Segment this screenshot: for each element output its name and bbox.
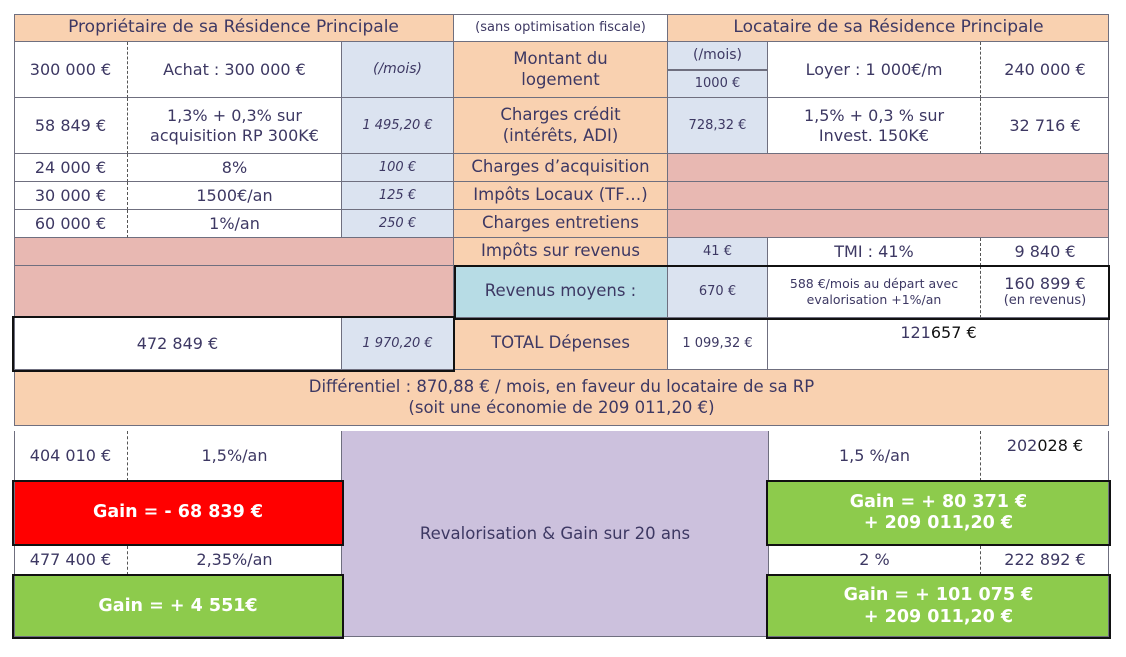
label-credit: Charges crédit (intérêts, ADI) [454,98,668,154]
owner-monthly-acquisition: 100 € [342,154,454,182]
scenario2-owner-gain: Gain = + 4 551€ [14,576,342,637]
scenario1-owner-value: 404 010 € [14,431,128,481]
owner-total-credit: 58 849 € [14,98,128,154]
tenant-total-part2: 657 € [930,323,977,342]
tenant-total-credit: 32 716 € [981,98,1109,154]
tenant-desc-impots-revenus: TMI : 41% [768,238,981,266]
tenant-empty-acquisition [668,154,1109,182]
table-border-left [14,14,15,637]
tenant-desc-montant: Loyer : 1 000€/m [768,42,981,98]
tenant-monthly-impots-revenus: 41 € [668,238,768,266]
tenant-total-part1: 121 [900,323,931,342]
owner-total-depenses: 472 849 € [14,318,342,370]
label-total-depenses: TOTAL Dépenses [454,318,668,370]
tenant-desc-credit: 1,5% + 0,3 % sur Invest. 150K€ [768,98,981,154]
owner-desc-montant: Achat : 300 000 € [128,42,342,98]
owner-monthly-total: 1 970,20 € [342,318,454,370]
scenario1-tenant-gain-line2: + 209 011,20 € [863,513,1014,533]
owner-desc-acquisition: 8% [128,154,342,182]
label-impots-revenus: Impôts sur revenus [454,238,668,266]
scenario2-owner-value: 477 400 € [14,546,128,575]
table-border-right [1108,14,1109,637]
tenant-total-revenus-value: 160 899 € [1004,273,1086,293]
label-entretiens: Charges entretiens [454,210,668,238]
owner-total-entretiens: 60 000 € [14,210,128,238]
tenant-monthly-credit: 728,32 € [668,98,768,154]
scenario2-tenant-gain-line2: + 209 011,20 € [863,606,1014,627]
differentiel-banner [14,370,1109,426]
scenario1-tenant-value-part1: 202 [1006,436,1038,455]
tenant-monthly-total: 1 099,32 € [668,318,768,370]
header-owner: Propriétaire de sa Résidence Principale [14,14,454,42]
label-impots-locaux: Impôts Locaux (TF…) [454,182,668,210]
tenant-total-montant: 240 000 € [981,42,1109,98]
owner-total-acquisition: 24 000 € [14,154,128,182]
scenario2-tenant-value: 222 892 € [981,546,1109,575]
owner-monthly-credit: 1 495,20 € [342,98,454,154]
label-acquisition: Charges d’acquisition [454,154,668,182]
scenario1-owner-gain: Gain = - 68 839 € [14,482,342,544]
scenario2-tenant-gain [768,576,1109,637]
scenario1-tenant-rate: 1,5 %/an [768,431,981,481]
scenario1-owner-rate: 1,5%/an [128,431,342,481]
tenant-empty-entretiens [668,210,1109,238]
owner-total-impots-locaux: 30 000 € [14,182,128,210]
differentiel-line2: (soit une économie de 209 011,20 €) [408,397,715,417]
tenant-total-depenses [768,318,1109,370]
scenario1-tenant-gain [768,482,1109,544]
owner-empty-revenus [14,266,454,318]
owner-empty-impots-revenus [14,238,454,266]
label-revenus: Revenus moyens : [454,266,668,318]
tenant-monthly-head: (/mois) [668,42,768,70]
owner-desc-impots-locaux: 1500€/an [128,182,342,210]
tenant-total-revenus-note: (en revenus) [1003,293,1087,309]
owner-total-montant: 300 000 € [14,42,128,98]
scenario2-tenant-rate: 2 % [768,546,981,575]
tenant-monthly-revenus: 670 € [668,266,768,318]
owner-monthly-impots-locaux: 125 € [342,182,454,210]
table-border-bottom [14,636,1109,637]
header-tenant: Locataire de sa Résidence Principale [668,14,1109,42]
tenant-empty-impots-locaux [668,182,1109,210]
owner-monthly-montant: (/mois) [342,42,454,98]
scenario2-owner-rate: 2,35%/an [128,546,342,575]
tenant-monthly-montant: 1000 € [668,70,768,98]
section-divider [14,426,1109,431]
revalorisation-label: Revalorisation & Gain sur 20 ans [342,431,768,637]
scenario1-tenant-value-part2: 028 € [1037,436,1084,455]
owner-monthly-entretiens: 250 € [342,210,454,238]
table-border-top [14,14,1109,15]
header-middle: (sans optimisation fiscale) [454,14,668,42]
label-montant: Montant du logement [454,42,668,98]
owner-desc-credit: 1,3% + 0,3% sur acquisition RP 300K€ [128,98,342,154]
owner-desc-entretiens: 1%/an [128,210,342,238]
differentiel-line1: Différentiel : 870,88 € / mois, en faveur du locataire de sa RP [308,377,815,397]
tenant-total-impots-revenus: 9 840 € [981,238,1109,266]
tenant-desc-revenus: 588 €/mois au départ avec evalorisation +1%/an [768,266,981,318]
scenario2-tenant-gain-line1: Gain = + 101 075 € [843,585,1034,606]
scenario1-tenant-value [981,431,1109,481]
tenant-total-revenus [981,266,1109,318]
scenario1-tenant-gain-line1: Gain = + 80 371 € [849,491,1028,512]
